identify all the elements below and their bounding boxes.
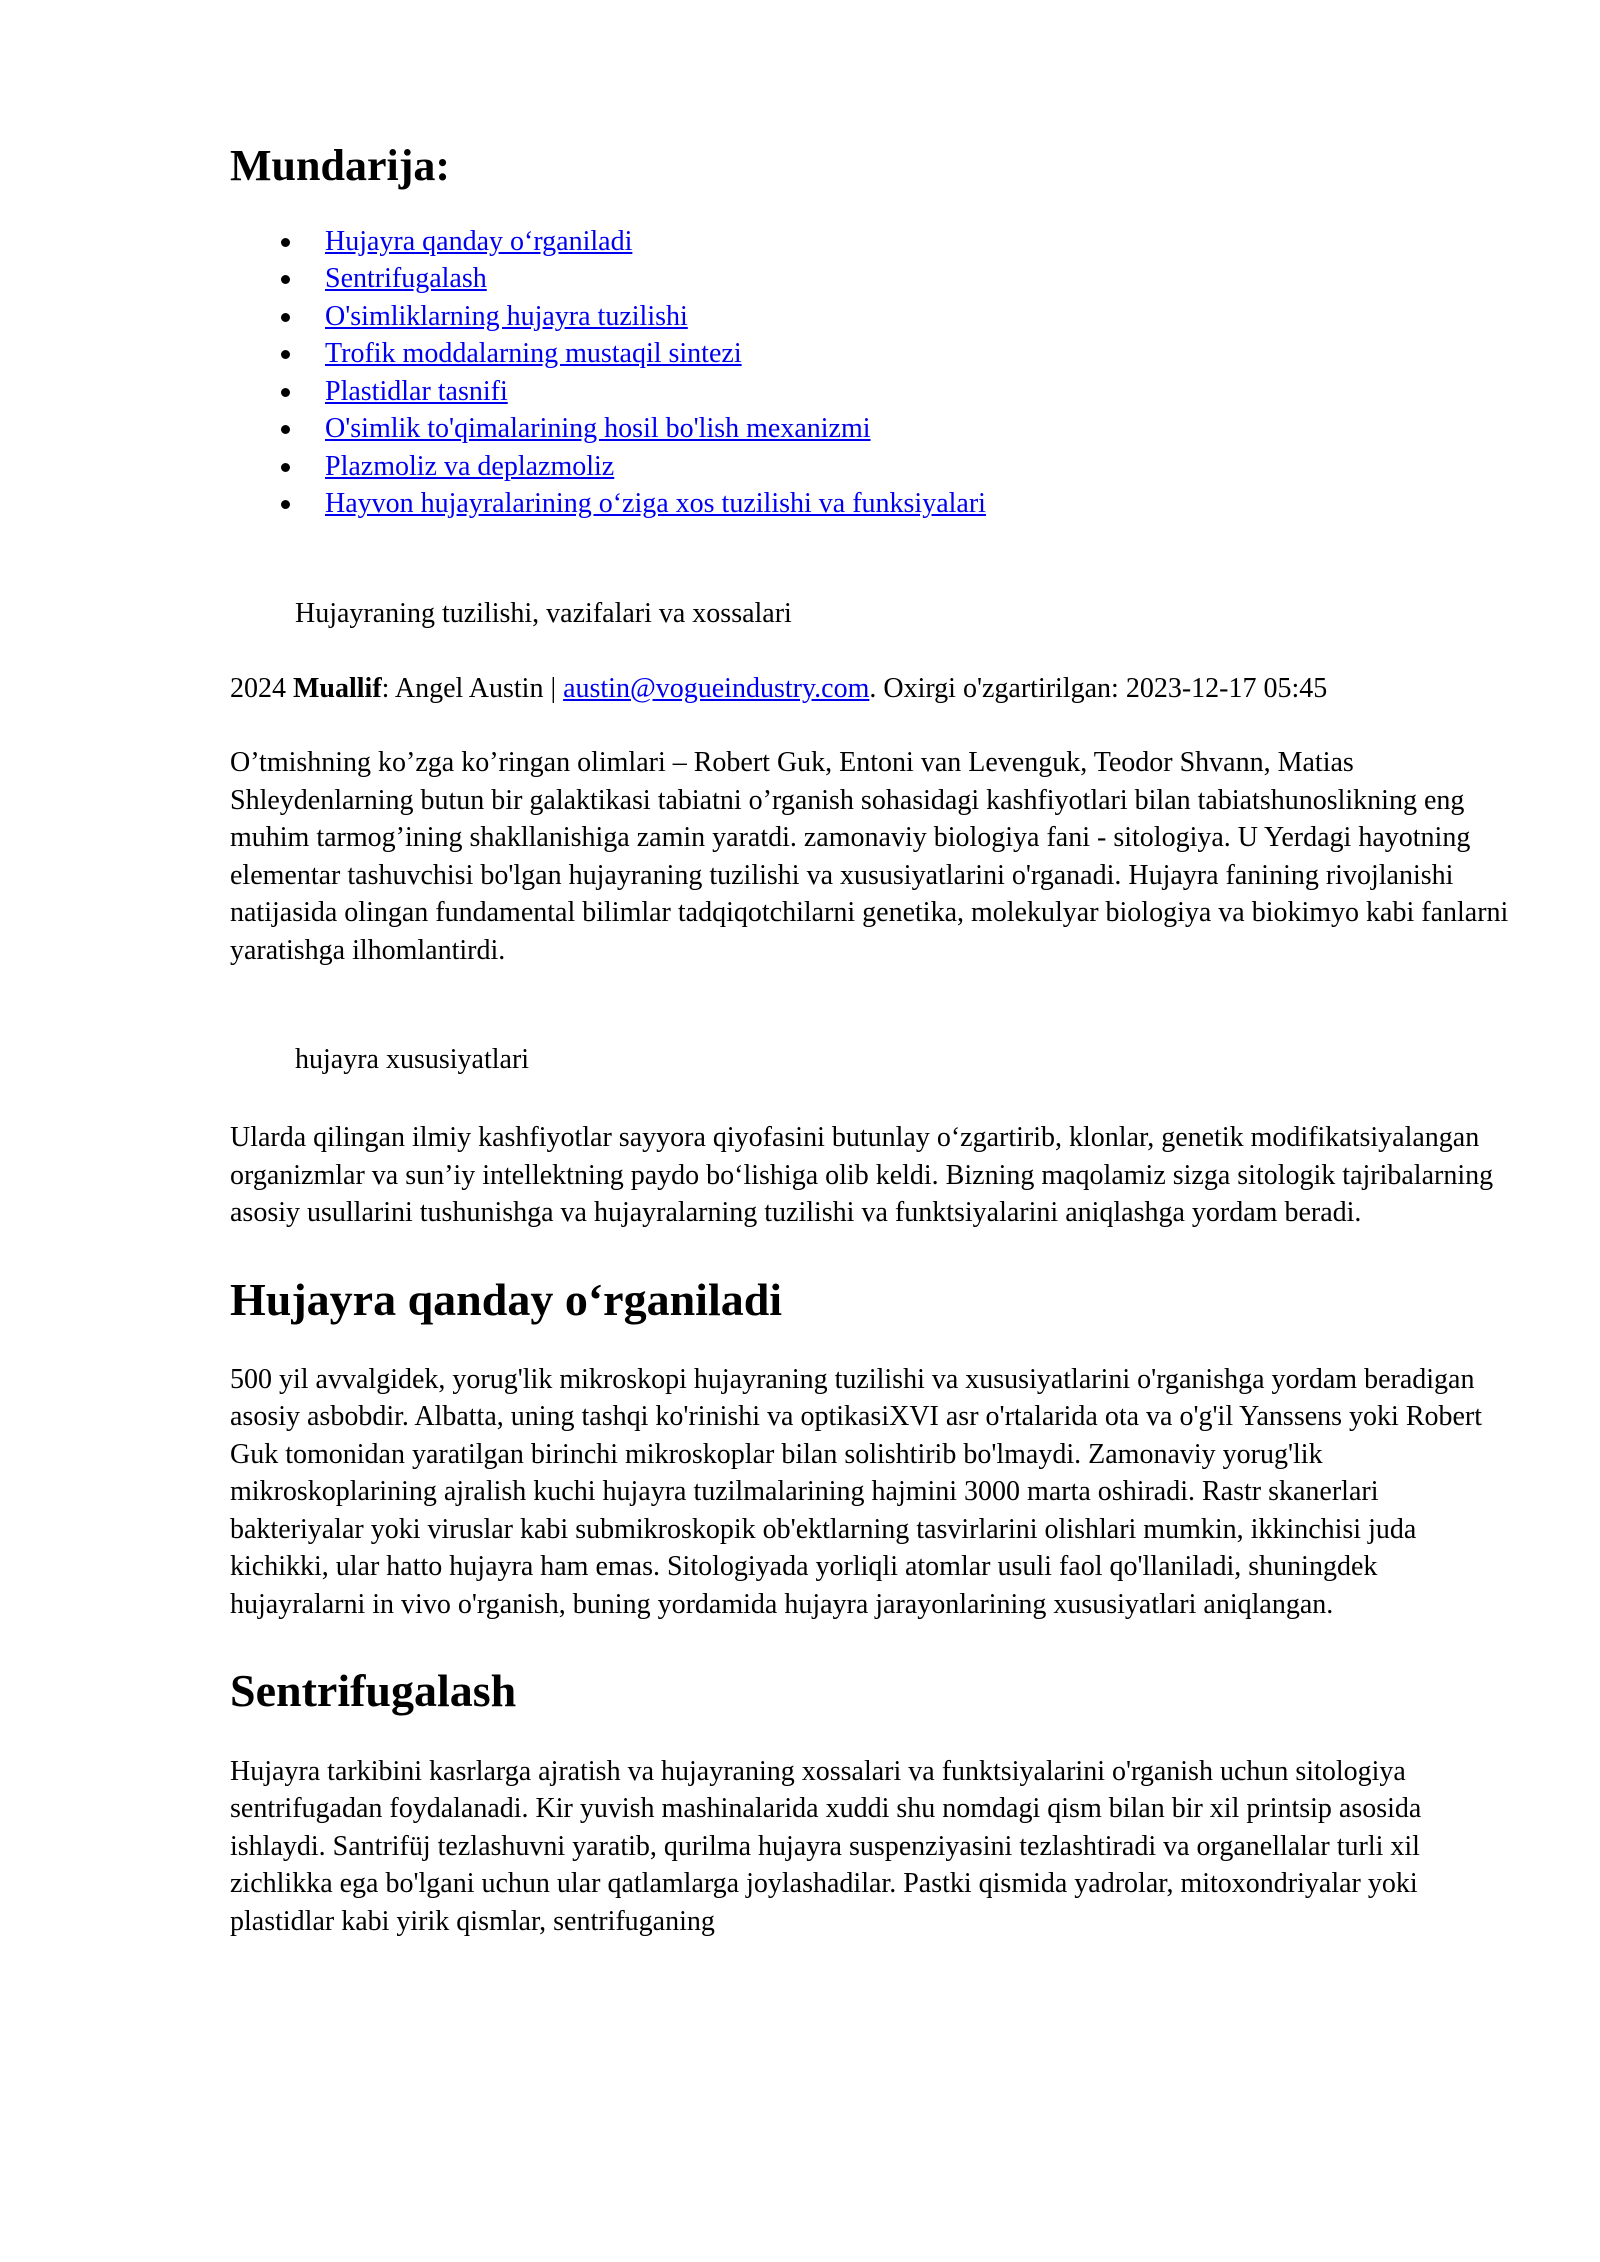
article-content [230, 140, 1510, 1940]
toc-link-3[interactable]: O'simliklarning hujayra tuzilishi [325, 300, 688, 332]
toc-link-1[interactable]: Hujayra qanday o‘rganiladi [325, 225, 633, 257]
year: 2024 [230, 672, 286, 704]
bullet-icon [281, 238, 290, 247]
toc-link-7[interactable]: Plazmoliz va deplazmoliz [325, 450, 615, 482]
bullet-icon [281, 463, 290, 472]
bullet-icon [281, 313, 290, 322]
bullet-icon [281, 388, 290, 397]
toc-item [325, 260, 1510, 298]
toc-item [325, 298, 1510, 336]
toc-item [325, 448, 1510, 486]
author-name: : Angel Austin | [381, 672, 564, 704]
toc-link-8[interactable]: Hayvon hujayralarining o‘ziga xos tuzilishi va funksiyalari [325, 488, 986, 520]
section-heading: Sentrifugalash [230, 1665, 517, 1717]
article-meta [230, 670, 1510, 708]
toc-item [325, 335, 1510, 373]
author-label: Muallif [293, 672, 382, 704]
section-heading: Hujayra qanday o‘rganiladi [230, 1273, 783, 1325]
toc-item [325, 373, 1510, 411]
bullet-icon [281, 425, 290, 434]
modified-date: . Oxirgi o'zgartirilgan: 2023-12-17 05:45 [869, 672, 1328, 704]
toc-link-5[interactable]: Plastidlar tasnifi [325, 375, 508, 407]
toc-link-6[interactable]: O'simlik to'qimalarining hosil bo'lish mexanizmi [325, 413, 871, 445]
toc-list [230, 223, 1510, 523]
author-email-link[interactable]: austin@vogueindustry.com [563, 672, 870, 704]
intro-paragraph: O’tmishning ko’zga ko’ringan olimlari – Robert Guk, Entoni van Levenguk, Teodor Shvann, Matias Shleydenlarning butun bir galaktikasi tabiatni o’rganish sohasidagi kashfiyotlari bilan tabiatshunoslikning eng muhim tarmog’ining shakllanishiga zamin yaratdi. zamonaviy biologiya fani - sitologiya. U Yerdagi hayotning elementar tashuvchisi bo'lgan hujayraning tuzilishi va xususiyatlarini o'rganadi. Hujayra fanining rivojlanishi natijasida olingan fundamental bilimlar tadqiqotchilarni genetika, molekulyar biologiya va biokimyo kabi fanlarni yaratishga ilhomlantirdi. [230, 747, 1509, 966]
image-caption: Hujayraning tuzilishi, vazifalari va xossalari [295, 597, 792, 629]
bullet-icon [281, 500, 290, 509]
bullet-icon [281, 275, 290, 284]
toc-link-4[interactable]: Trofik moddalarning mustaqil sintezi [325, 338, 742, 370]
image-caption: hujayra xususiyatlari [295, 1044, 530, 1076]
section-paragraph: Hujayra tarkibini kasrlarga ajratish va hujayraning xossalari va funktsiyalarini o'rganish uchun sitologiya sentrifugadan foydalanadi. Kir yuvish mashinalarida xuddi shu nomdagi qism bilan bir xil printsip asosida ishlaydi. Santrifüj tezlashuvni yaratib, qurilma hujayra suspenziyasini tezlashtiradi va organellalar turli xil zichlikka ega bo'lgani uchun ular qatlamlarga joylashadilar. Pastki qismida yadrolar, mitoxondriyalar yoki plastidlar kabi yirik qismlar, sentrifuganing [230, 1755, 1422, 1937]
toc-item [325, 485, 1510, 523]
bullet-icon [281, 350, 290, 359]
body-paragraph: Ularda qilingan ilmiy kashfiyotlar sayyora qiyofasini butunlay o‘zgartirib, klonlar, genetik modifikatsiyalangan organizmlar va sun’iy intellektning paydo bo‘lishiga olib keldi. Bizning maqolamiz sizga sitologik tajribalarning asosiy usullarini tushunishga va hujayralarning tuzilishi va funktsiyalarini aniqlashga yordam beradi. [230, 1122, 1494, 1229]
toc-item [325, 223, 1510, 261]
toc-title: Mundarija: [230, 141, 450, 190]
toc-link-2[interactable]: Sentrifugalash [325, 263, 487, 295]
toc-item [325, 410, 1510, 448]
section-paragraph: 500 yil avvalgidek, yorug'lik mikroskopi hujayraning tuzilishi va xususiyatlarini o'rganishga yordam beradigan asosiy asbobdir. Albatta, uning tashqi ko'rinishi va optikasiXVI asr o'rtalarida ota va o'g'il Yanssens yoki Robert Guk tomonidan yaratilgan birinchi mikroskoplar bilan solishtirib bo'lmaydi. Zamonaviy yorug'lik mikroskoplarining ajralish kuchi hujayra tuzilmalarining hajmini 3000 marta oshiradi. Rastr skanerlari bakteriyalar yoki viruslar kabi submikroskopik ob'ektlarning tasvirlarini olishlari mumkin, ikkinchisi juda kichikki, ular hatto hujayra ham emas. Sitologiyada yorliqli atomlar usuli faol qo'llaniladi, shuningdek hujayralarni in vivo o'rganish, buning yordamida hujayra jarayonlarining xususiyatlari aniqlangan. [230, 1363, 1483, 1620]
